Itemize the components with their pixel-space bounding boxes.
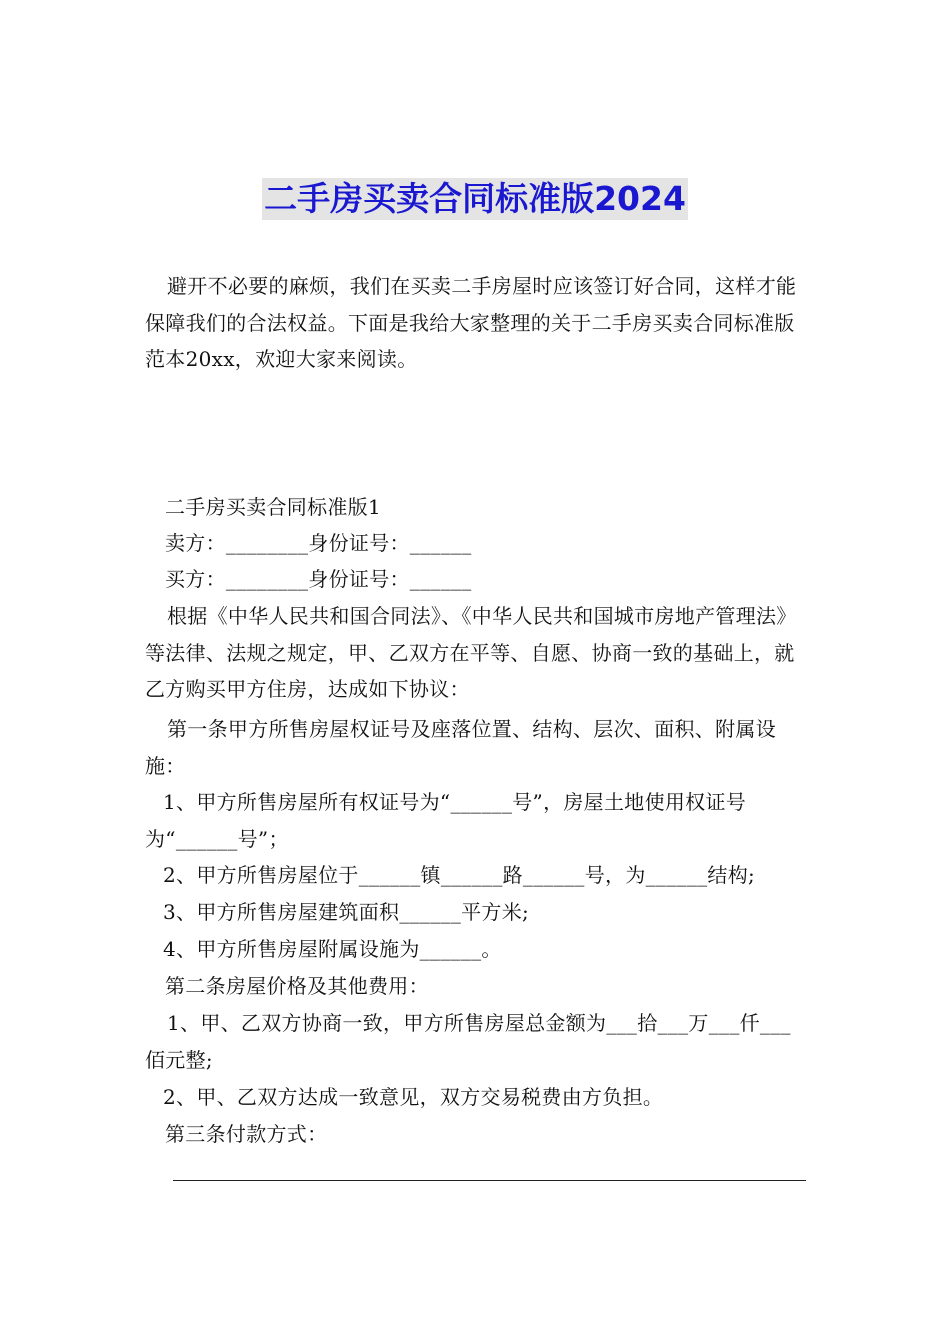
article-1-heading: 第一条甲方所售房屋权证号及座落位置、结构、层次、面积、附属设施： [145, 717, 776, 778]
article-1-item-1: 1、甲方所售房屋所有权证号为“______号”，房屋土地使用权证号为“______号”； [145, 790, 747, 851]
buyer-line: 买方：________身份证号：______ [165, 567, 472, 591]
document-title-wrap [0, 178, 950, 220]
article-2-heading: 第二条房屋价格及其他费用： [165, 974, 429, 998]
article-1-item-4: 4、甲方所售房屋附属设施为______。 [163, 937, 502, 961]
document-title: 二手房买卖合同标准版2024 [264, 179, 686, 218]
article-3-heading: 第三条付款方式： [165, 1122, 328, 1146]
article-2-item-1: 1、甲、乙双方协商一致，甲方所售房屋总金额为___拾___万___仟___佰元整; [145, 1011, 791, 1072]
preamble-paragraph: 根据《中华人民共和国合同法》、《中华人民共和国城市房地产管理法》等法律、法规之规定，甲、乙双方在平等、自愿、协商一致的基础上，就乙方购买甲方住房，达成如下协议： [145, 604, 797, 701]
article-2-item-2: 2、甲、乙双方达成一致意见，双方交易税费由方负担。 [163, 1085, 664, 1109]
intro-paragraph: 避开不必要的麻烦，我们在买卖二手房屋时应该签订好合同，这样才能保障我们的合法权益。下面是我给大家整理的关于二手房买卖合同标准版范本20xx，欢迎大家来阅读。 [145, 274, 797, 371]
article-1-item-2: 2、甲方所售房屋位于______镇______路______号，为______结构; [163, 863, 756, 887]
seller-line: 卖方：________身份证号：______ [165, 531, 472, 555]
article-1-item-3: 3、甲方所售房屋建筑面积______平方米; [163, 900, 530, 924]
blank-fill-line [173, 1180, 806, 1181]
contract-heading: 二手房买卖合同标准版1 [165, 495, 382, 519]
